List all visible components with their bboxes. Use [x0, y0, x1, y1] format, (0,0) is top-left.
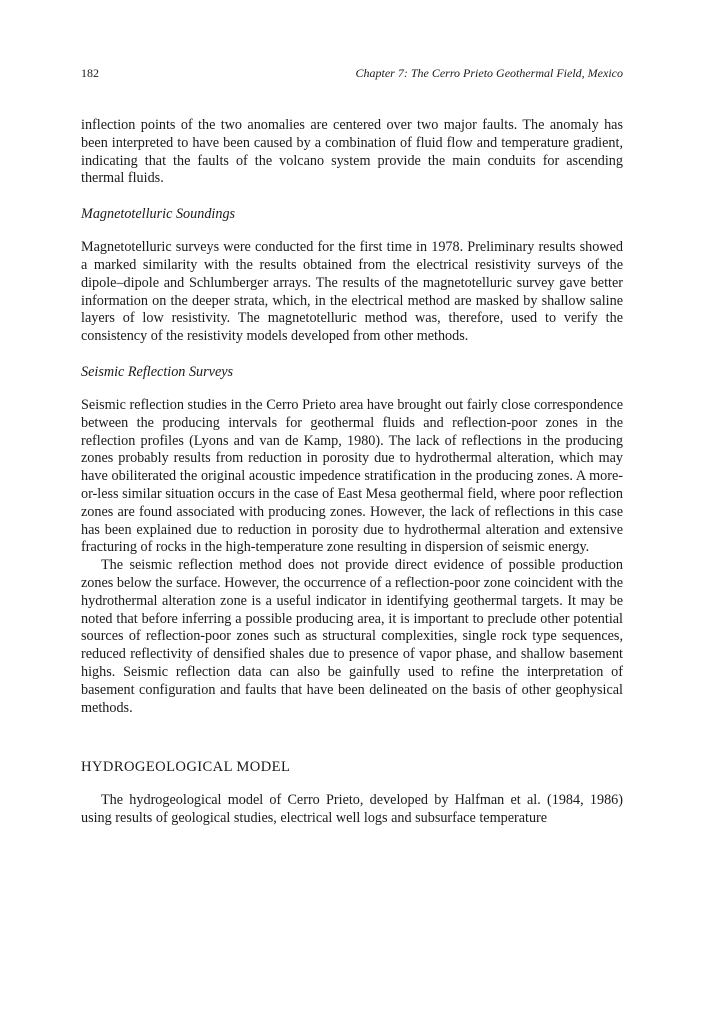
running-head — [81, 66, 623, 84]
paragraph-magnetotelluric: Magnetotelluric surveys were conducted for the first time in 1978. Preliminary results showed a marked similarity with the results obtained from the electrical resistivity surveys of the dipole–dipole and Schlumberger arrays. The results of the magnetotelluric survey gave better information on the deeper strata, which, in the electrical method are masked by shallow saline layers of low resistivity. The magnetotelluric method was, therefore, used to verify the consistency of the resistivity models developed from other methods. — [81, 239, 623, 345]
page-body — [81, 117, 623, 828]
heading-seismic-reflection: Seismic Reflection Surveys — [81, 363, 234, 380]
book-page — [81, 0, 623, 1024]
paragraph-seismic-1: Seismic reflection studies in the Cerro Prieto area have brought out fairly close correspondence between the producing intervals for geothermal fluids and reflection-poor zones in the reflection profiles (Lyons and van de Kamp, 1980). The lack of reflections in the producing zones probably results from reduction in porosity due to hydrothermal alteration, which may have obiliterated the original acoustic impedence stratification in the producing zones. A more-or-less similar situation occurs in the case of East Mesa geothermal field, where poor reflection zones are found associated with producing zones. However, the lack of reflections in this case has been explained due to reduction in porosity due to hydrothermal alteration and extensive fracturing of rocks in the high-temperature zone resulting in dispersion of seismic energy. — [81, 396, 623, 556]
chapter-title: Chapter 7: The Cerro Prieto Geothermal Field, Mexico — [355, 66, 623, 80]
page-number: 182 — [81, 66, 99, 80]
paragraph-hydrogeological: The hydrogeological model of Cerro Prieto, developed by Halfman et al. (1984, 1986) using results of geological studies, electrical well logs and subsurface temperature — [81, 792, 623, 827]
heading-hydrogeological-model: HYDROGEOLOGICAL MODEL — [81, 759, 291, 776]
paragraph-seismic-2: The seismic reflection method does not provide direct evidence of possible production zones below the surface. However, the occurrence of a reflection-poor zone coincident with the hydrothermal alteration zone is a useful indicator in identifying geothermal targets. It may be noted that before inferring a possible producing area, it is important to preclude other potential sources of reflection-poor zones such as structural complexities, single rock type sequences, reduced reflectivity of densified shales due to presence of vapor phase, and shallow basement highs. Seismic reflection data can also be gainfully used to refine the interpretation of basement configuration and faults that have been delineated on the basis of other geophysical methods. — [81, 557, 623, 716]
heading-magnetotelluric: Magnetotelluric Soundings — [81, 206, 236, 223]
paragraph-intro: inflection points of the two anomalies are centered over two major faults. The anomaly has been interpreted to have been caused by a combination of fluid flow and temperature gradient, indicating that the faults of the volcano system provide the main conduits for ascending thermal fluids. — [81, 117, 623, 187]
